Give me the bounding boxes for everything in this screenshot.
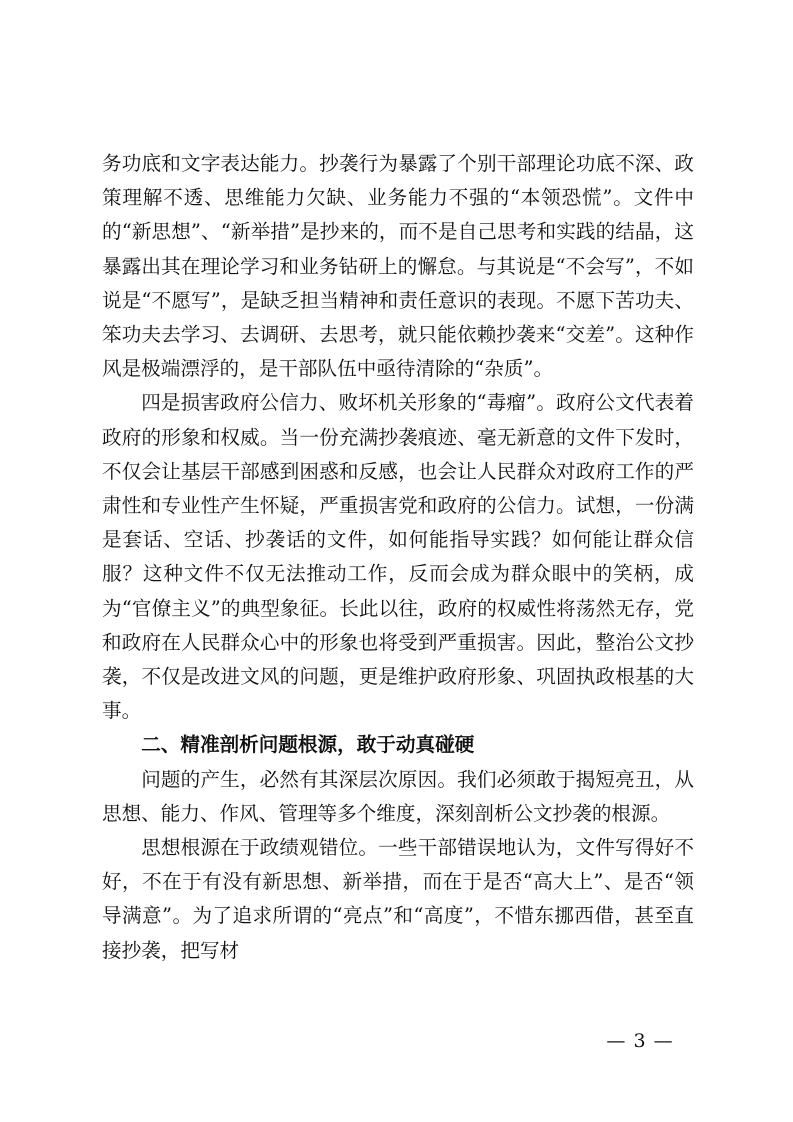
paragraph-ideological-root: 思想根源在于政绩观错位。一些干部错误地认为，文件写得好不好，不在于有没有新思想、新举措，而在于是否“高大上”、是否“领导满意”。为了追求所谓的“亮点”和“高度”，不惜东挪西借，甚至直接抄袭，把写材 bbox=[102, 836, 694, 962]
section-heading: 二、精准剖析问题根源，敢于动真碰硬 bbox=[141, 733, 475, 757]
paragraph-point-four: 四是损害政府公信力、败坏机关形象的“毒瘤”。政府公文代表着政府的形象和权威。当一份充满抄袭痕迹、毫无新意的文件下发时，不仅会让基层干部感到困惑和反感，也会让人民群众对政府工作的严肃性和专业性产生怀疑，严重损害党和政府的公信力。试想，一份满是套话、空话、抄袭话的文件，如何能指导实践？如何能让群众信服？这种文件不仅无法推动工作，反而会成为群众眼中的笑柄，成为“官僚主义”的典型象征。长此以往，政府的权威性将荡然无存，党和政府在人民群众心中的形象也将受到严重损害。因此，整治公文抄袭，不仅是改进文风的问题，更是维护政府形象、巩固执政根基的大事。 bbox=[102, 391, 694, 723]
document-body bbox=[102, 147, 694, 968]
paragraph-root-causes-intro: 问题的产生，必然有其深层次原因。我们必须敢于揭短亮丑，从思想、能力、作风、管理等多个维度，深刻剖析公文抄袭的根源。 bbox=[102, 767, 694, 825]
paragraph-continuation: 务功底和文字表达能力。抄袭行为暴露了个别干部理论功底不深、政策理解不透、思维能力欠缺、业务能力不强的“本领恐慌”。文件中的“新思想”、“新举措”是抄来的，而不是自己思考和实践的结晶，这暴露出其在理论学习和业务钻研上的懈怠。与其说是“不会写”，不如说是“不愿写”，是缺乏担当精神和责任意识的表现。不愿下苦功夫、笨功夫去学习、去调研、去思考，就只能依赖抄袭来“交差”。这种作风是极端漂浮的，是干部队伍中亟待清除的“杂质”。 bbox=[102, 152, 694, 381]
page-number: — 3 — bbox=[606, 1030, 674, 1052]
